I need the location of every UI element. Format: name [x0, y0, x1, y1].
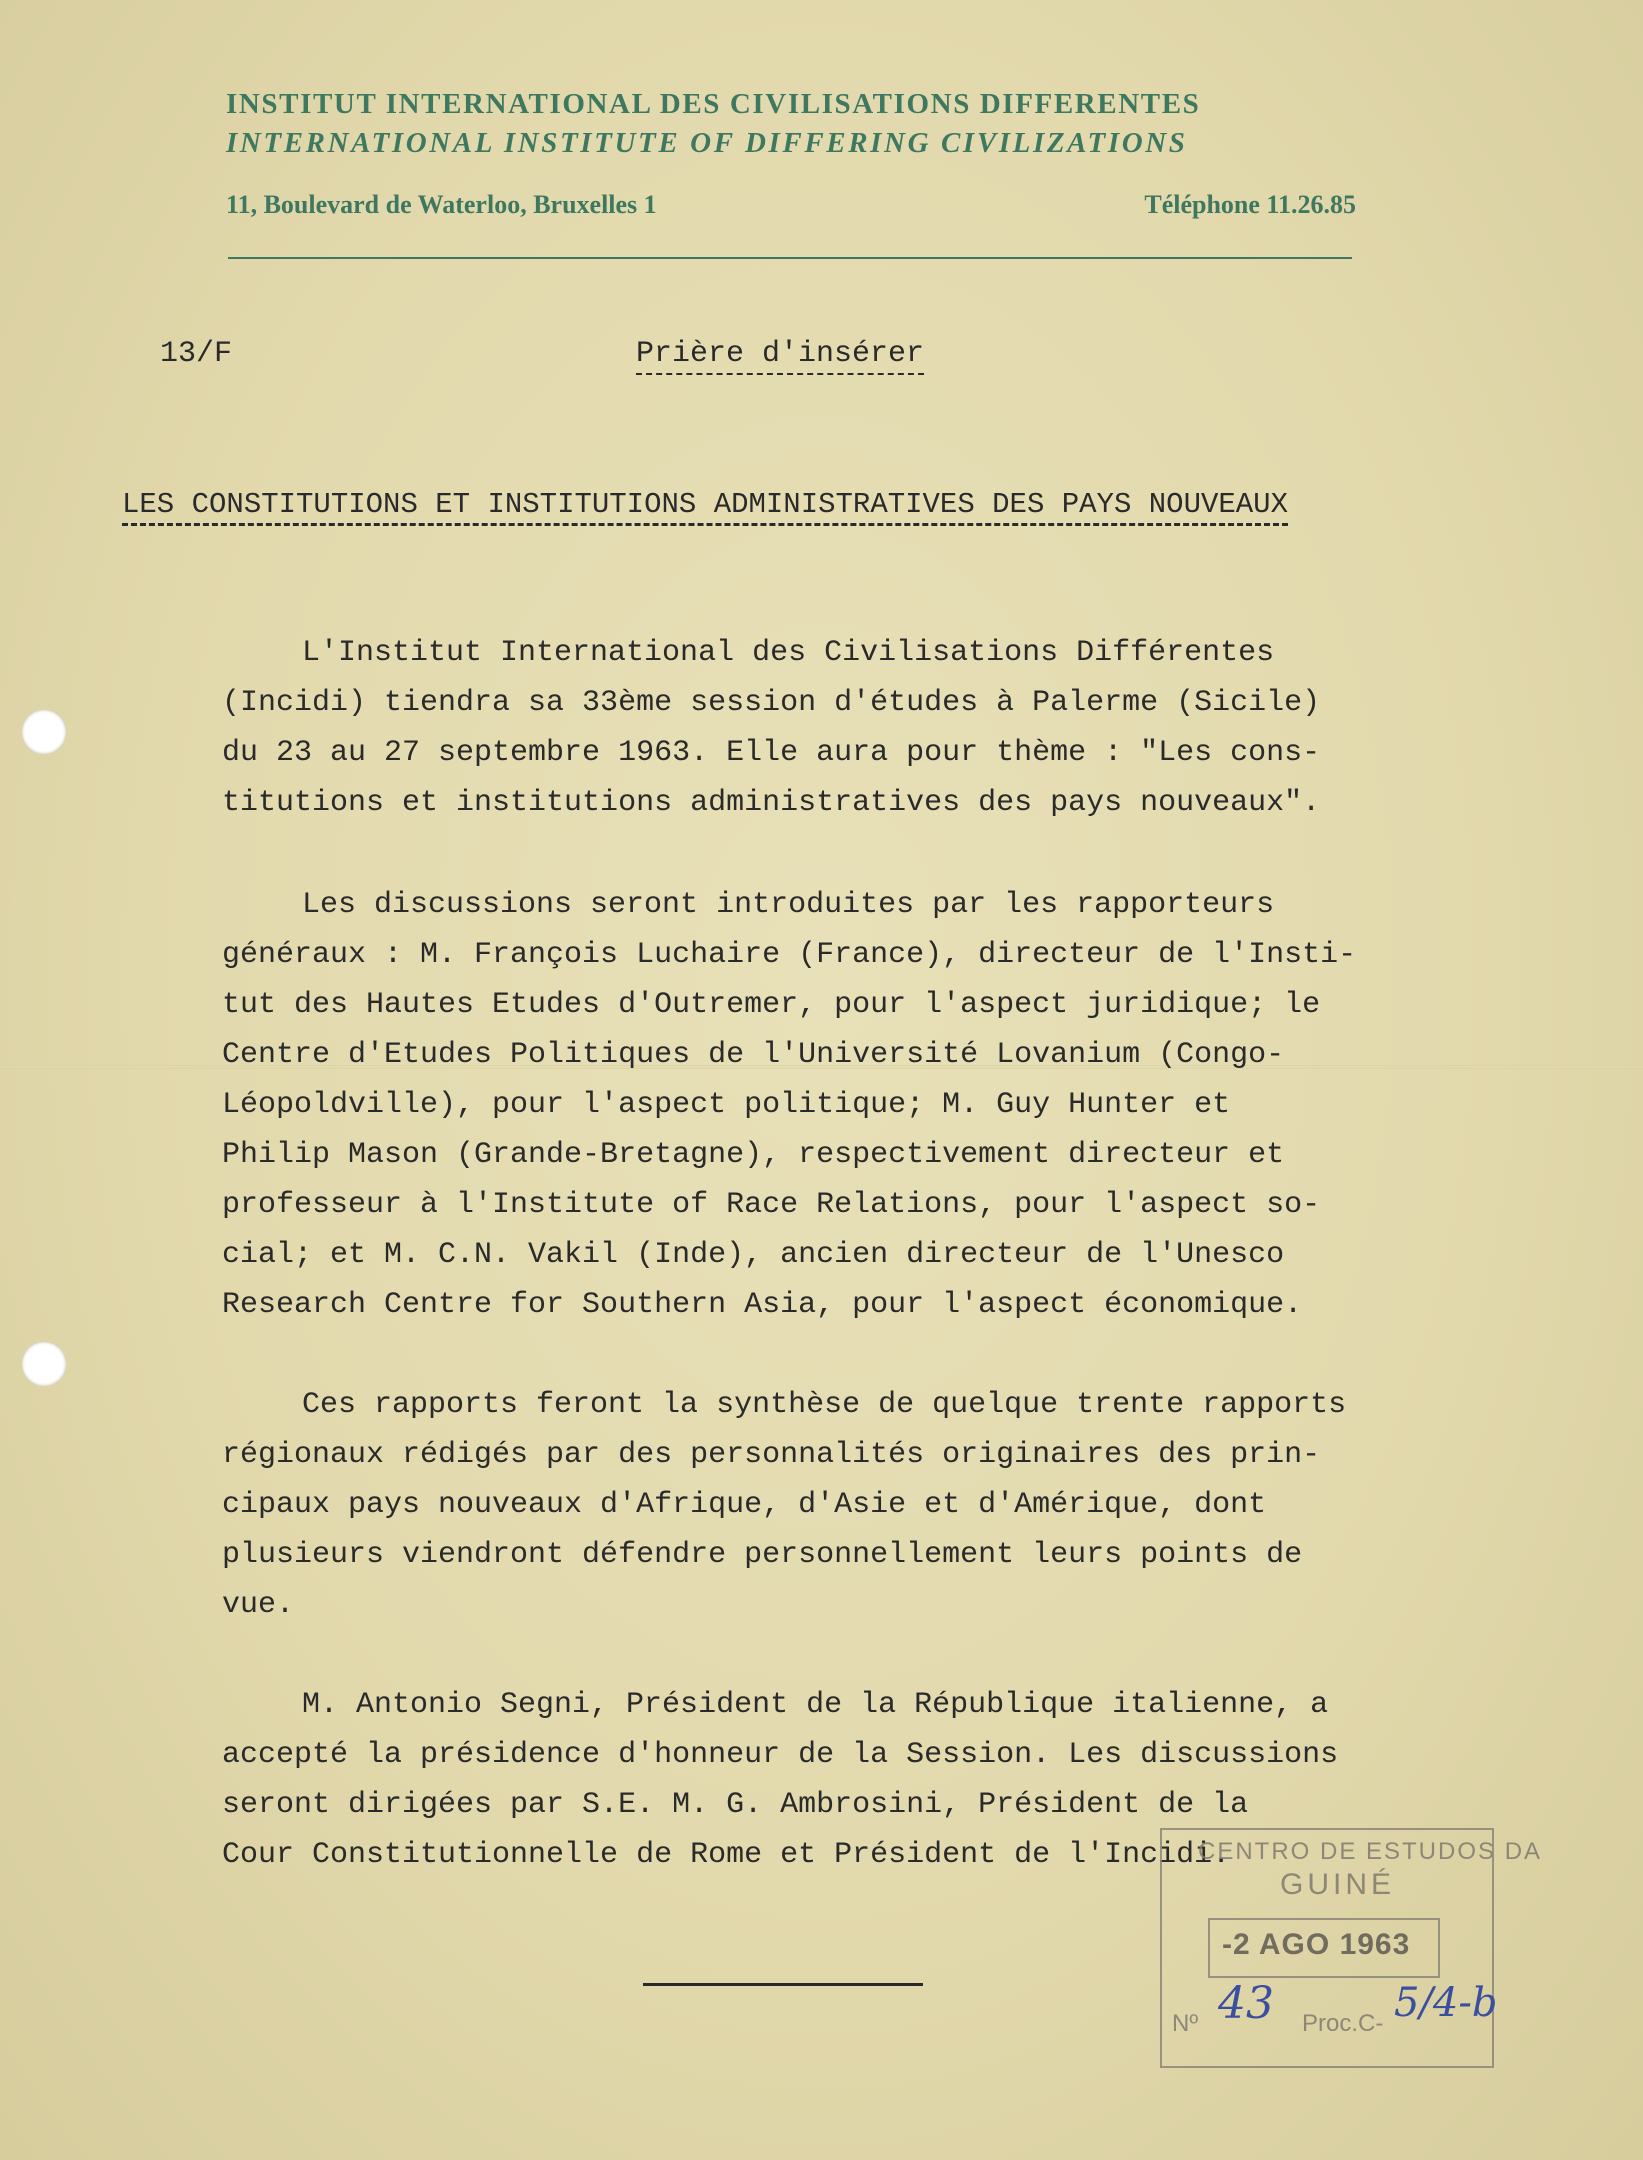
paragraph-line: seront dirigées par S.E. M. G. Ambrosini, Président de la	[222, 1788, 1249, 1822]
paragraph-2	[222, 880, 1482, 1330]
letterhead-address: 11, Boulevard de Waterloo, Bruxelles 1	[226, 190, 657, 219]
stamp-no-label: Nº	[1172, 2010, 1199, 2037]
paragraph-line: Research Centre for Southern Asia, pour l'aspect économique.	[222, 1288, 1303, 1322]
subject-title: LES CONSTITUTIONS ET INSTITUTIONS ADMINISTRATIVES DES PAYS NOUVEAUX	[122, 488, 1288, 526]
letterhead-contact-row	[226, 190, 1356, 220]
letterhead-rule	[228, 257, 1352, 259]
stamp-date: -2 AGO 1963	[1222, 1928, 1411, 1961]
punch-hole-upper	[22, 710, 66, 754]
paragraph-line: Cour Constitutionnelle de Rome et Président de l'Incidi.	[222, 1838, 1231, 1872]
paragraph-line: Centre d'Etudes Politiques de l'Université Lovanium (Congo-	[222, 1038, 1285, 1072]
paragraph-line: (Incidi) tiendra sa 33ème session d'études à Palerme (Sicile)	[222, 686, 1321, 720]
document-heading: Prière d'insérer	[636, 337, 924, 375]
paragraph-line: Philip Mason (Grande-Bretagne), respectivement directeur et	[222, 1138, 1285, 1172]
stamp-proc-label: Proc.C-	[1302, 2010, 1384, 2037]
letterhead-name-fr: INSTITUT INTERNATIONAL DES CIVILISATIONS DIFFERENTES	[226, 88, 1201, 120]
stamp-org: CENTRO DE ESTUDOS DA	[1198, 1838, 1543, 1865]
handwritten-number: 43	[1218, 1978, 1274, 2029]
paragraph-line: généraux : M. François Luchaire (France), directeur de l'Insti-	[222, 938, 1357, 972]
paragraph-line: vue.	[222, 1588, 295, 1622]
paragraph-line: Les discussions seront introduites par les rapporteurs	[302, 888, 1275, 922]
stamp-country: GUINÉ	[1280, 1868, 1396, 1901]
paragraph-line: plusieurs viendront défendre personnellement leurs points de	[222, 1538, 1303, 1572]
paragraph-line: titutions et institutions administratives des pays nouveaux".	[222, 786, 1321, 820]
paragraph-line: Ces rapports feront la synthèse de quelque trente rapports	[302, 1388, 1347, 1422]
receipt-stamp	[1160, 1828, 1543, 2068]
paragraph-line: régionaux rédigés par des personnalités originaires des prin-	[222, 1438, 1321, 1472]
paragraph-line: accepté la présidence d'honneur de la Session. Les discussions	[222, 1738, 1339, 1772]
handwritten-proc: 5/4-b	[1394, 1980, 1498, 2026]
paragraph-line: cipaux pays nouveaux d'Afrique, d'Asie et d'Amérique, dont	[222, 1488, 1267, 1522]
closing-rule	[643, 1983, 923, 1986]
paragraph-3	[222, 1380, 1482, 1630]
paragraph-line: cial; et M. C.N. Vakil (Inde), ancien directeur de l'Unesco	[222, 1238, 1285, 1272]
paragraph-line: professeur à l'Institute of Race Relations, pour l'aspect so-	[222, 1188, 1321, 1222]
paragraph-1	[222, 628, 1482, 828]
paragraph-line: M. Antonio Segni, Président de la République italienne, a	[302, 1688, 1329, 1722]
reference-number: 13/F	[160, 337, 233, 371]
paragraph-line: Léopoldville), pour l'aspect politique; M. Guy Hunter et	[222, 1088, 1231, 1122]
paragraph-line: tut des Hautes Etudes d'Outremer, pour l'aspect juridique; le	[222, 988, 1321, 1022]
letterhead-name-en: INTERNATIONAL INSTITUTE OF DIFFERING CIVILIZATIONS	[226, 127, 1188, 159]
letterhead	[226, 88, 1356, 220]
letterhead-phone: Téléphone 11.26.85	[1144, 190, 1356, 219]
paragraph-line: L'Institut International des Civilisations Différentes	[302, 636, 1275, 670]
paragraph-line: du 23 au 27 septembre 1963. Elle aura pour thème : "Les cons-	[222, 736, 1321, 770]
punch-hole-lower	[22, 1342, 66, 1386]
